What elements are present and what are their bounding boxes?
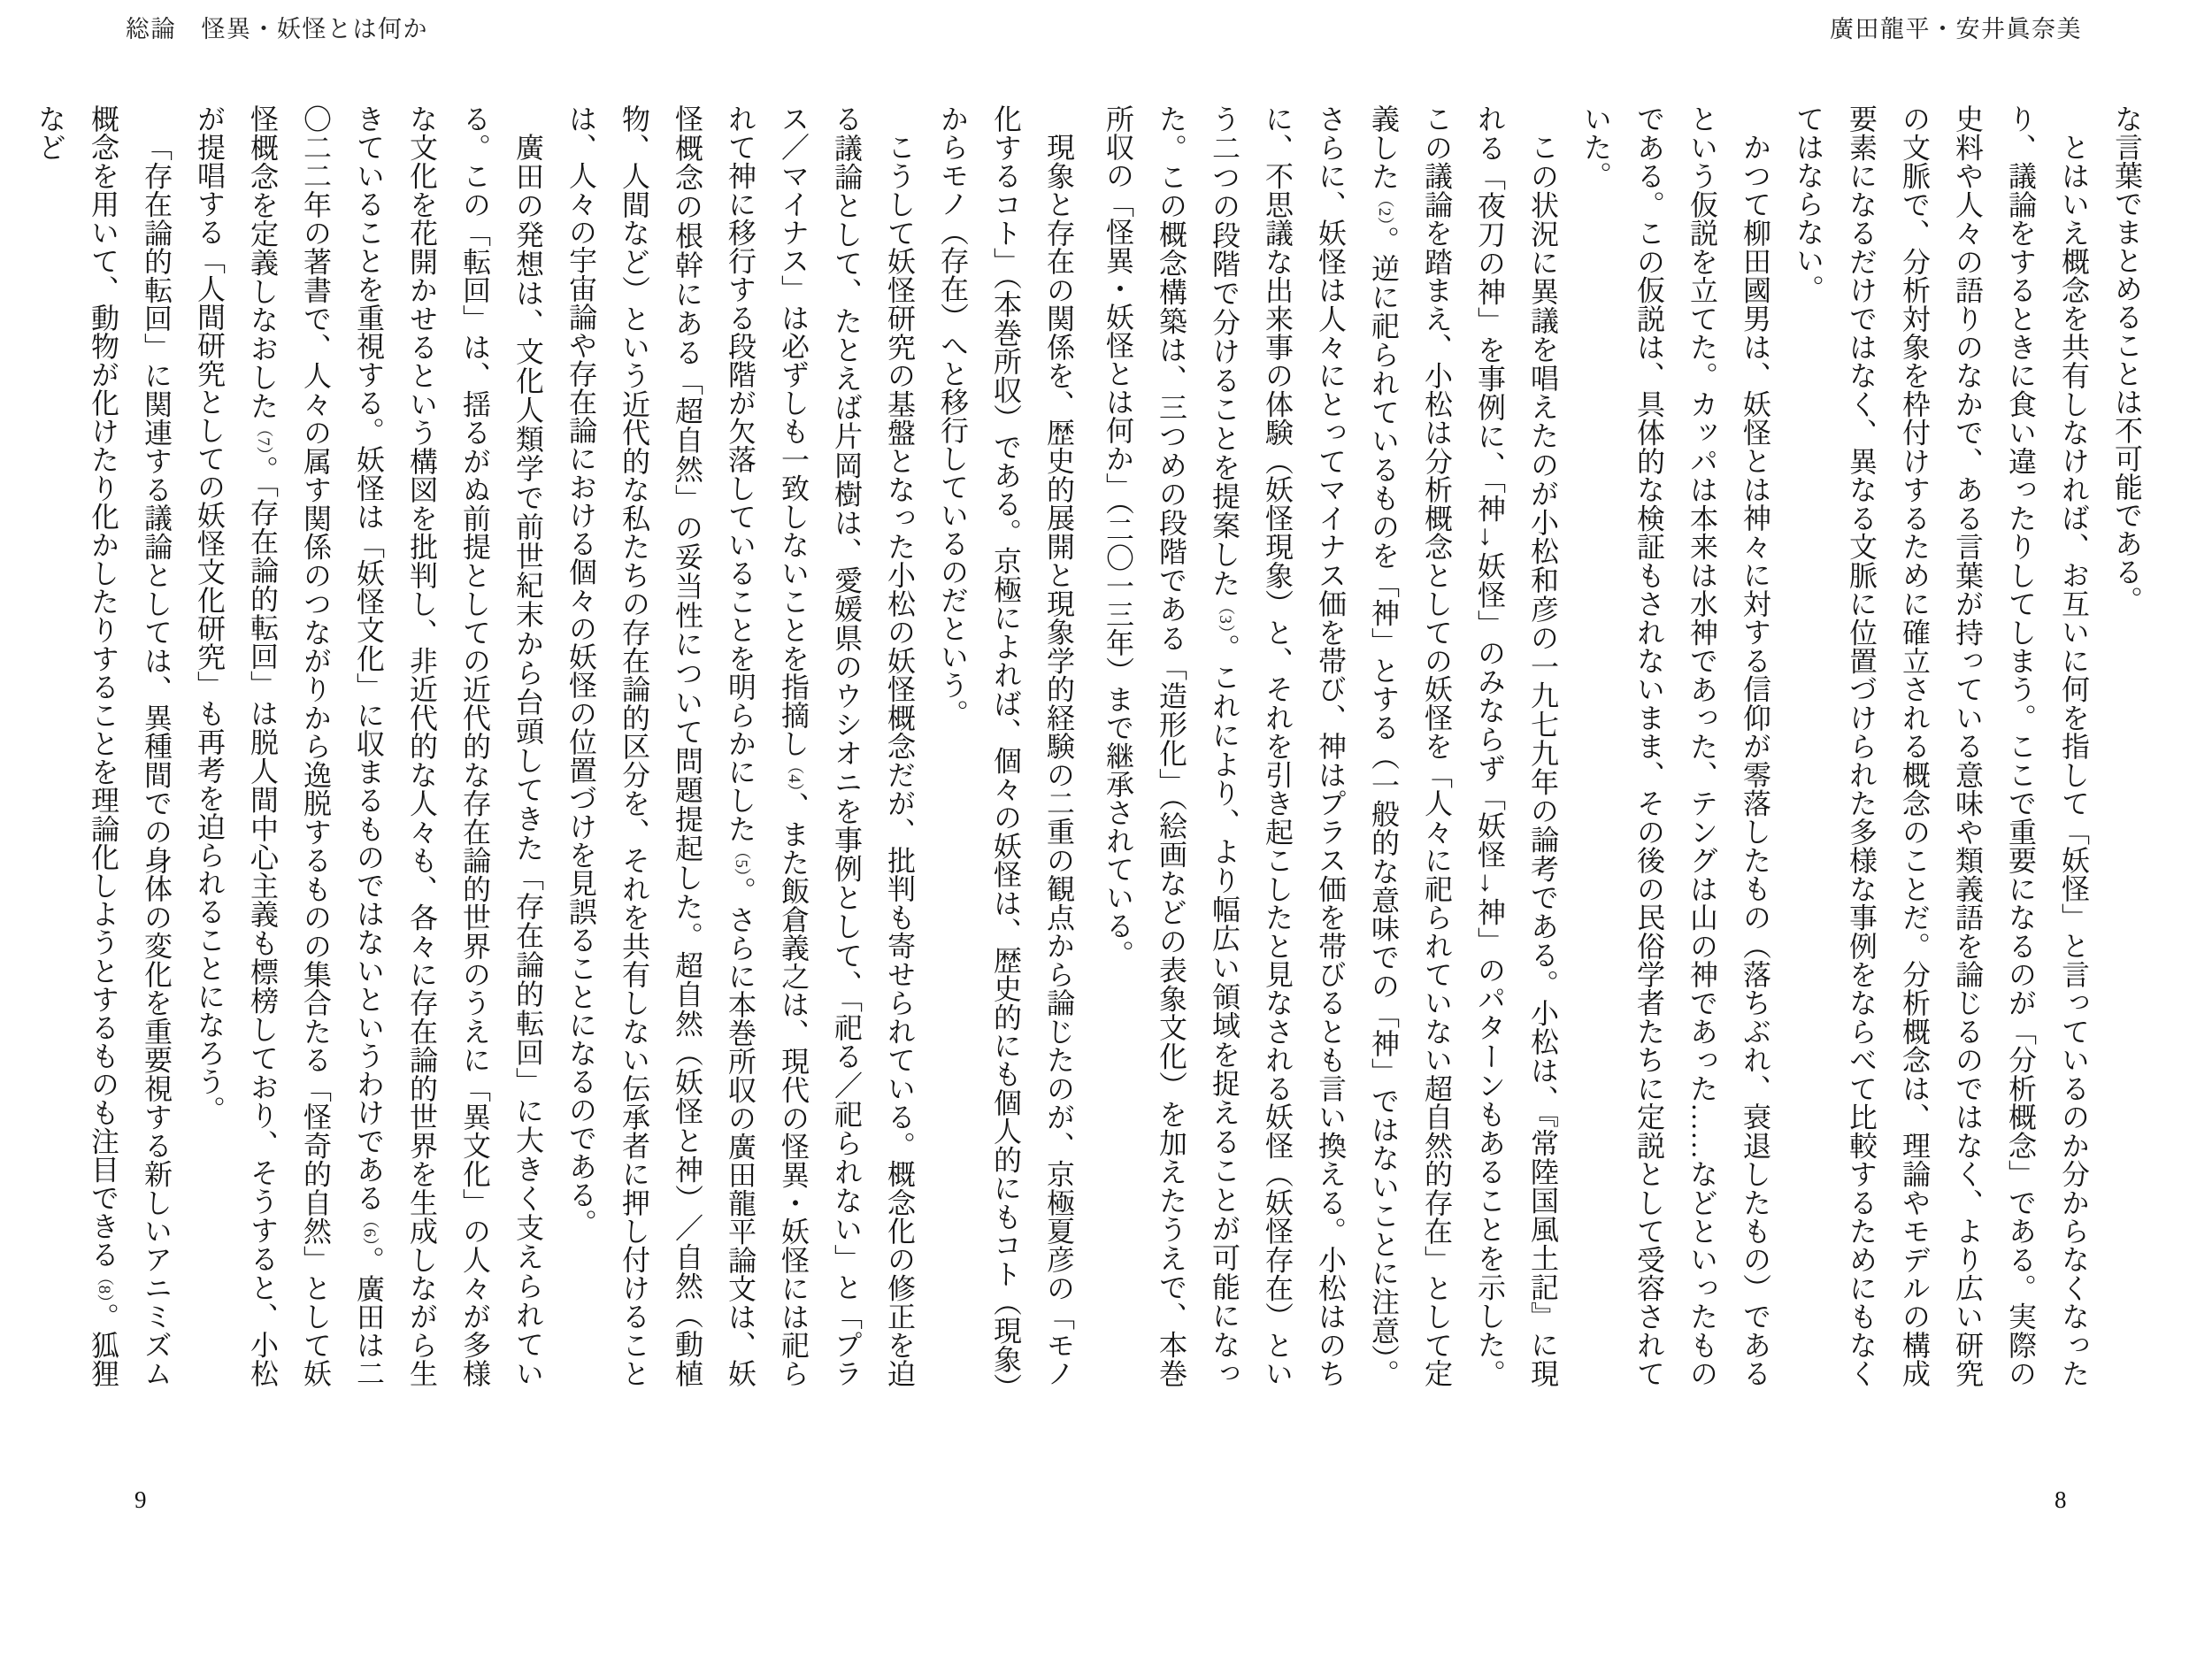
note-number-marker: （5） (732, 842, 750, 877)
note-number-marker: （4） (785, 757, 803, 792)
note-number-marker: （7） (254, 419, 273, 456)
paragraph: 現象と存在の関係を、歴史的展開と現象学的経験の二重の観点から論じたのが、京極夏彦の「モノ化するコト」（本巻所収）である。京極によれば、個々の妖怪は、歴史的にも個人的にもコト（現象）からモノ（存在）へと移行しているのだという。 (937, 104, 1075, 1388)
paragraph: こうして妖怪研究の基盤となった小松の妖怪概念だが、批判も寄せられている。概念化の修正を迫る議論として、たとえば片岡樹は、愛媛県のウシオニを事例として、「祀る／祀られない」と「プラス／マイナス」は必ずしも一致しないことを指摘し（4）、また飯倉義之は、現代の怪異・妖怪には祀られて神に移行する段階が欠落していることを明らかにした（5）。さらに本巻所収の廣田龍平論文は、妖怪概念の根幹にある「超自然」の妥当性について問題提起した。超自然（妖怪と神）／自然（動植物、人間など）という近代的な私たちの存在論的区分を、それを共有しない伝承者に押し付けることは、人々の宇宙論や存在論における個々の妖怪の位置づけを見誤ることになるのである。 (565, 104, 916, 1388)
page-number-left: 9 (134, 1486, 147, 1513)
paragraph: この状況に異議を唱えたのが小松和彦の一九七九年の論考である。小松は、『常陸国風土記』に現れる「夜刀の神」を事例に、「神→妖怪」のみならず「妖怪→神」のパターンもあることを示した。この議論を踏まえ、小松は分析概念としての妖怪を「人々に祀られていない超自然的存在」として定義した（2）。逆に祀られているものを「神」とする（一般的な意味での「神」ではないことに注意）。さらに、妖怪は人々にとってマイナス価を帯び、神はプラス価を帯びるとも言い換える。小松はのちに、不思議な出来事の体験（妖怪現象）と、それを引き起こしたと見なされる妖怪（妖怪存在）という二つの段階で分けることを提案した（3）。これにより、より幅広い領域を捉えることが可能になった。この概念構築は、三つめの段階である「造形化」（絵画などの表象文化）を加えたうえで、本巻所収の「怪異・妖怪とは何か」（二〇一三年）まで継承されている。 (1102, 104, 1559, 1388)
paragraph: とはいえ概念を共有しなければ、お互いに何を指して「妖怪」と言っているのか分からなくなったり、議論をするときに食い違ったりしてしまう。ここで重要になるのが「分析概念」である。実際の史料や人々の語りのなかで、ある言葉が持っている意味や類義語を論じるのではなく、より広い研究の文脈で、分析対象を枠付けするために確立される概念のことだ。分析概念は、理論やモデルの構成要素になるだけではなく、異なる文脈に位置づけられた多様な事例をならべて比較するためにもなくてはならない。 (1793, 104, 2090, 1388)
note-number-marker: （3） (1216, 597, 1234, 634)
running-head-authors: 廣田龍平・安井眞奈美 (1830, 16, 2082, 42)
note-number-marker: （2） (1375, 190, 1394, 226)
paragraph: かつて柳田國男は、妖怪とは神々に対する信仰が零落したもの（落ちぶれ、衰退したもの）であるという仮説を立てた。カッパは本来は水神であった、テングは山の神であった……などといったものである。この仮説は、具体的な検証もされないまま、その後の民俗学者たちに定説として受容されていた。 (1580, 104, 1771, 1387)
page-number-right: 8 (2055, 1486, 2067, 1513)
paragraph: 廣田の発想は、文化人類学で前世紀末から台頭してきた「存在論的転回」に大きく支えられている。この「転回」は、揺るがぬ前提としての近代的な存在論的世界のうえに「異文化」の人々が多様な文化を花開かせるという構図を批判し、非近代的な人々も、各々に存在論的世界を生成しながら生きていることを重視する。妖怪は「妖怪文化」に収まるものではないというわけである（6）。廣田は二〇二二年の著書で、人々の属す関係のつながりから逸脱するものの集合たる「怪奇的自然」として妖怪概念を定義しなおした（7）。「存在論的転回」は脱人間中心主義も標榜しており、そうすると、小松が提唱する「人間研究としての妖怪文化研究」も再考を迫られることになろう。 (194, 104, 544, 1388)
paragraph: な言葉でまとめることは不可能である。 (2111, 104, 2143, 614)
page-8-body-text (1092, 104, 2154, 1387)
note-number-marker: （6） (360, 1211, 379, 1246)
note-number-marker: （8） (95, 1268, 113, 1302)
page-9-body-text (24, 104, 1086, 1387)
paragraph: 「存在論的転回」に関連する議論としては、異種間での身体の変化を重要視する新しいアニミズム概念を用いて、動物が化けたり化かしたりすることを理論化しようとするものも注目できる（8）。狐狸など (35, 104, 173, 1388)
running-head-section-title: 総論 怪異・妖怪とは何か (126, 16, 428, 42)
